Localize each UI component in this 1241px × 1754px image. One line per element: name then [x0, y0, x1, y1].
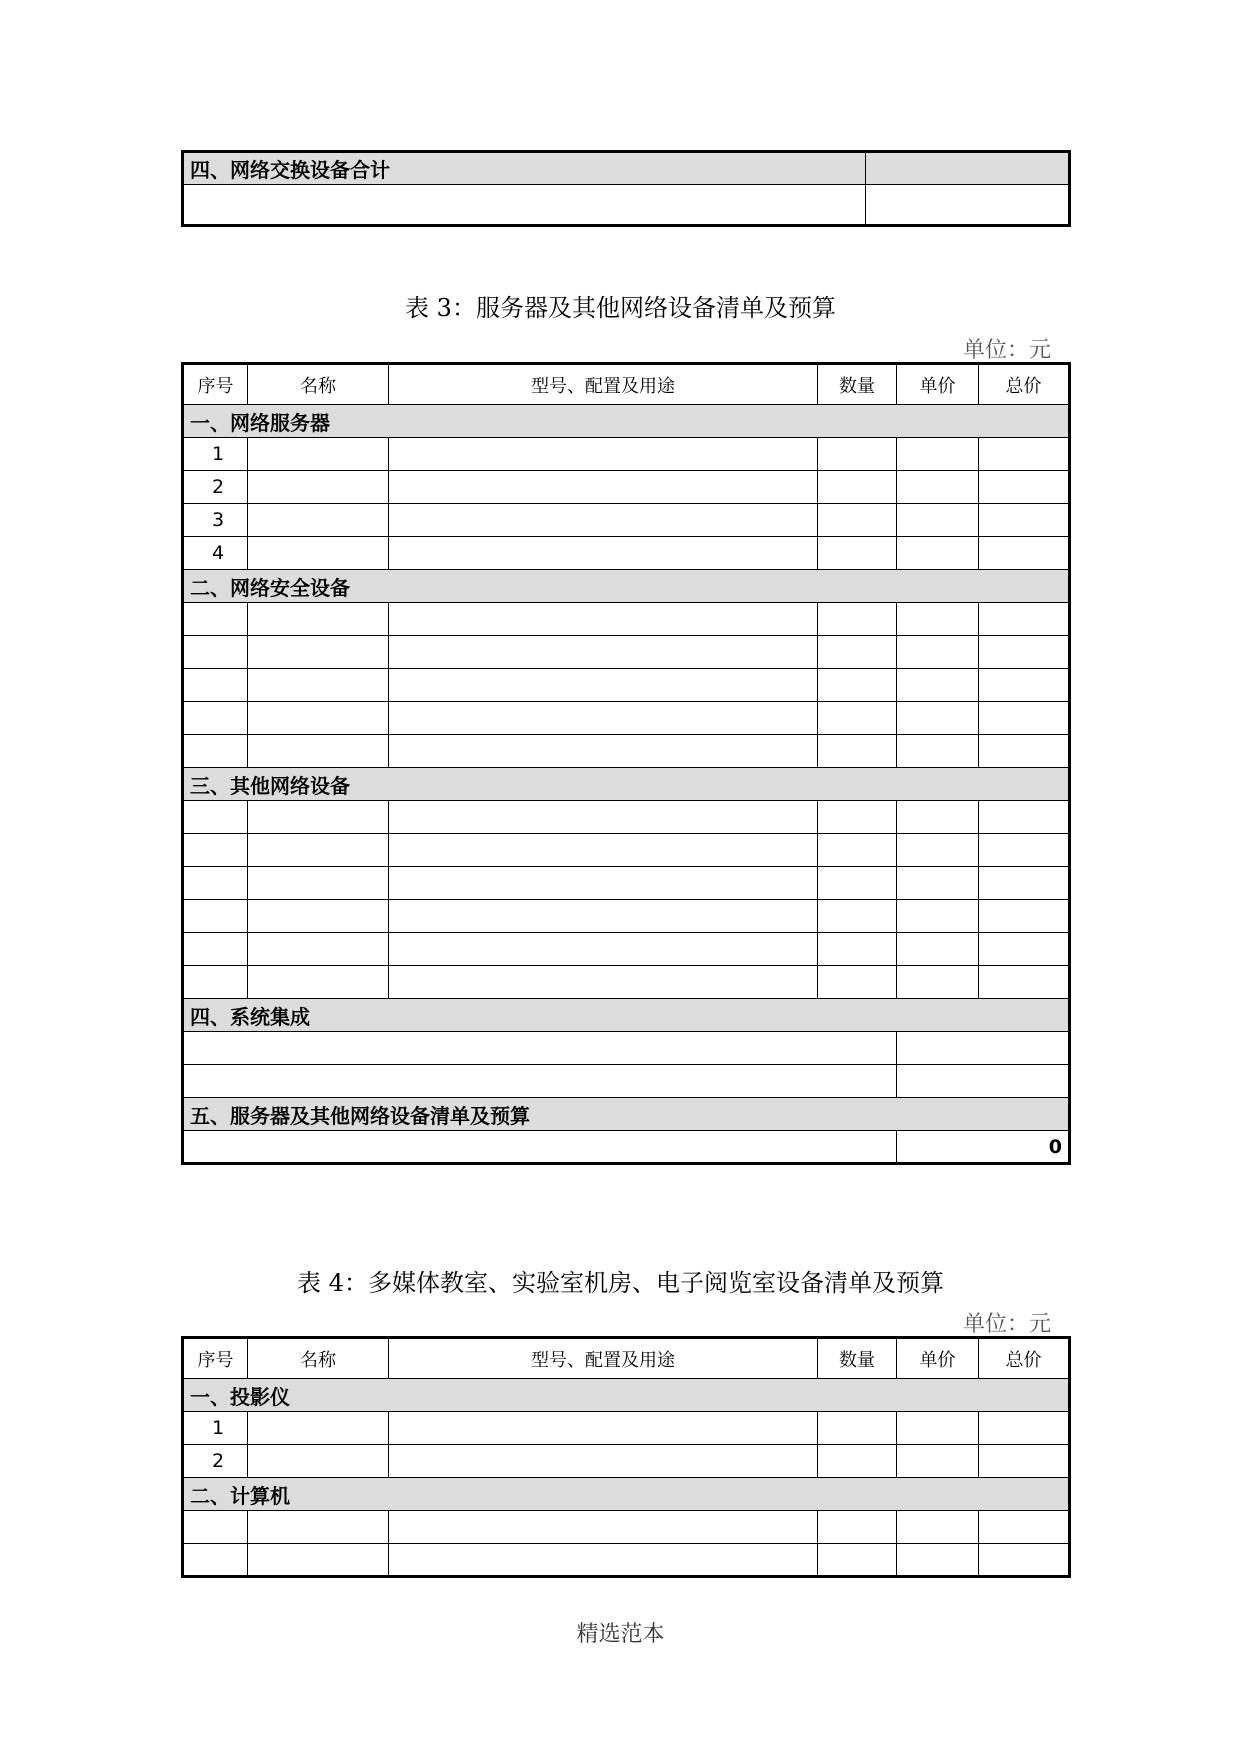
unit-price-cell: [897, 834, 979, 867]
row-number: 1: [183, 1412, 248, 1445]
name-cell: [248, 1445, 389, 1478]
summary-row: [183, 1131, 1070, 1164]
row-number: [183, 834, 248, 867]
name-cell: [248, 801, 389, 834]
column-header: 名称: [248, 1338, 389, 1379]
quantity-cell: [818, 867, 897, 900]
section-heading: 二、计算机: [183, 1478, 1070, 1511]
total-price-cell: [979, 735, 1070, 768]
total-row: [183, 185, 1070, 226]
total-price-cell: [979, 834, 1070, 867]
total-price-cell: [979, 504, 1070, 537]
unit-price-cell: [897, 603, 979, 636]
spec-cell: [389, 867, 818, 900]
integration-row: [183, 1032, 1070, 1065]
integration-row: [183, 1065, 1070, 1098]
table4-unit: 单位：元: [962, 1312, 1051, 1337]
table-row: [183, 801, 1070, 834]
column-header: 单价: [897, 1338, 979, 1379]
section-heading: 一、网络服务器: [183, 405, 1070, 438]
name-cell: [248, 702, 389, 735]
unit-price-cell: [897, 933, 979, 966]
quantity-cell: [818, 1445, 897, 1478]
integration-value-cell: [897, 1065, 1070, 1098]
name-cell: [248, 1412, 389, 1445]
unit-price-cell: [897, 636, 979, 669]
unit-price-cell: [897, 1511, 979, 1544]
unit-price-cell: [897, 669, 979, 702]
spec-cell: [389, 1511, 818, 1544]
section-heading: 三、其他网络设备: [183, 768, 1070, 801]
column-header: 型号、配置及用途: [389, 1338, 818, 1379]
total-price-cell: [979, 702, 1070, 735]
table-row: [183, 966, 1070, 999]
quantity-cell: [818, 1544, 897, 1577]
column-header: 总价: [979, 364, 1070, 405]
unit-price-cell: [897, 438, 979, 471]
table3-title: 表 3：服务器及其他网络设备清单及预算: [405, 294, 836, 322]
network-switch-total-table: [181, 150, 1071, 227]
total-price-cell: [979, 537, 1070, 570]
integration-item-cell: [183, 1065, 897, 1098]
spec-cell: [389, 537, 818, 570]
unit-price-cell: [897, 702, 979, 735]
name-cell: [248, 603, 389, 636]
quantity-cell: [818, 966, 897, 999]
quantity-cell: [818, 1511, 897, 1544]
column-header: 总价: [979, 1338, 1070, 1379]
total-price-cell: [979, 1445, 1070, 1478]
spec-cell: [389, 834, 818, 867]
column-header: 单价: [897, 364, 979, 405]
total-price-cell: [979, 1544, 1070, 1577]
table-row: [183, 834, 1070, 867]
row-number: [183, 669, 248, 702]
name-cell: [248, 867, 389, 900]
table-row: [183, 1412, 1070, 1445]
name-cell: [248, 669, 389, 702]
name-cell: [248, 834, 389, 867]
section-heading: 四、网络交换设备合计: [183, 152, 866, 185]
name-cell: [248, 537, 389, 570]
quantity-cell: [818, 801, 897, 834]
spec-cell: [389, 966, 818, 999]
row-number: 4: [183, 537, 248, 570]
table-row: [183, 504, 1070, 537]
section-row: [183, 999, 1070, 1032]
table4-title: 表 4：多媒体教室、实验室机房、电子阅览室设备清单及预算: [297, 1269, 944, 1297]
row-number: [183, 1544, 248, 1577]
section-row: [183, 1379, 1070, 1412]
row-number: [183, 1511, 248, 1544]
name-cell: [248, 735, 389, 768]
row-number: [183, 801, 248, 834]
unit-price-cell: [897, 867, 979, 900]
quantity-cell: [818, 669, 897, 702]
table-row: [183, 900, 1070, 933]
unit-price-cell: [897, 504, 979, 537]
spec-cell: [389, 636, 818, 669]
spec-cell: [389, 702, 818, 735]
row-number: [183, 933, 248, 966]
name-cell: [248, 966, 389, 999]
row-number: [183, 603, 248, 636]
unit-price-cell: [897, 966, 979, 999]
unit-price-cell: [897, 471, 979, 504]
row-number: [183, 867, 248, 900]
quantity-cell: [818, 471, 897, 504]
section-heading: 五、服务器及其他网络设备清单及预算: [183, 1098, 1070, 1131]
quantity-cell: [818, 933, 897, 966]
spec-cell: [389, 735, 818, 768]
table-row: [183, 537, 1070, 570]
row-number: [183, 900, 248, 933]
name-cell: [248, 1544, 389, 1577]
unit-price-cell: [897, 735, 979, 768]
name-cell: [248, 636, 389, 669]
quantity-cell: [818, 438, 897, 471]
unit-price-cell: [897, 900, 979, 933]
column-header: 序号: [183, 1338, 248, 1379]
integration-value-cell: [897, 1032, 1070, 1065]
spec-cell: [389, 438, 818, 471]
section-row: [183, 570, 1070, 603]
section-heading-value: [866, 152, 1070, 185]
row-number: [183, 636, 248, 669]
total-price-cell: [979, 1511, 1070, 1544]
spec-cell: [389, 1445, 818, 1478]
table-row: [183, 438, 1070, 471]
unit-price-cell: [897, 801, 979, 834]
table-row: [183, 867, 1070, 900]
total-price-cell: [979, 966, 1070, 999]
quantity-cell: [818, 636, 897, 669]
column-header: 序号: [183, 364, 248, 405]
section-row: [183, 1478, 1070, 1511]
unit-price-cell: [897, 1412, 979, 1445]
row-number: 2: [183, 1445, 248, 1478]
name-cell: [248, 900, 389, 933]
row-number: [183, 735, 248, 768]
row-number: 3: [183, 504, 248, 537]
total-label-cell: [183, 185, 866, 226]
section-heading: 一、投影仪: [183, 1379, 1070, 1412]
total-price-cell: [979, 900, 1070, 933]
total-price-cell: [979, 438, 1070, 471]
total-value-cell: [866, 185, 1070, 226]
unit-price-cell: [897, 1445, 979, 1478]
section-row: [183, 405, 1070, 438]
table-row: [183, 1511, 1070, 1544]
spec-cell: [389, 603, 818, 636]
spec-cell: [389, 1544, 818, 1577]
quantity-cell: [818, 603, 897, 636]
table-row: [183, 933, 1070, 966]
row-number: 2: [183, 471, 248, 504]
column-header: 数量: [818, 1338, 897, 1379]
table-row: [183, 1445, 1070, 1478]
name-cell: [248, 438, 389, 471]
row-number: [183, 966, 248, 999]
spec-cell: [389, 471, 818, 504]
table-row: [183, 702, 1070, 735]
summary-label-cell: [183, 1131, 897, 1164]
section-row: [183, 1098, 1070, 1131]
spec-cell: [389, 801, 818, 834]
name-cell: [248, 1511, 389, 1544]
page-footer: 精选范本: [576, 1622, 665, 1647]
column-header: 名称: [248, 364, 389, 405]
table-row: [183, 603, 1070, 636]
column-header: 型号、配置及用途: [389, 364, 818, 405]
table-row: [183, 1544, 1070, 1577]
table-row: [183, 471, 1070, 504]
total-price-cell: [979, 801, 1070, 834]
section-row: [183, 768, 1070, 801]
spec-cell: [389, 1412, 818, 1445]
quantity-cell: [818, 1412, 897, 1445]
header-row: [183, 1338, 1070, 1379]
section-heading: 二、网络安全设备: [183, 570, 1070, 603]
unit-price-cell: [897, 537, 979, 570]
table-row: [183, 636, 1070, 669]
quantity-cell: [818, 900, 897, 933]
total-price-cell: [979, 669, 1070, 702]
quantity-cell: [818, 735, 897, 768]
table-row: [183, 735, 1070, 768]
section-row: [183, 152, 1070, 185]
spec-cell: [389, 504, 818, 537]
total-price-cell: [979, 636, 1070, 669]
spec-cell: [389, 900, 818, 933]
name-cell: [248, 933, 389, 966]
quantity-cell: [818, 537, 897, 570]
spec-cell: [389, 933, 818, 966]
total-price-cell: [979, 1412, 1070, 1445]
table-row: [183, 669, 1070, 702]
row-number: [183, 702, 248, 735]
quantity-cell: [818, 504, 897, 537]
summary-total-value: 0: [897, 1131, 1070, 1164]
quantity-cell: [818, 702, 897, 735]
total-price-cell: [979, 471, 1070, 504]
name-cell: [248, 504, 389, 537]
total-price-cell: [979, 867, 1070, 900]
spec-cell: [389, 669, 818, 702]
unit-price-cell: [897, 1544, 979, 1577]
column-header: 数量: [818, 364, 897, 405]
total-price-cell: [979, 933, 1070, 966]
header-row: [183, 364, 1070, 405]
name-cell: [248, 471, 389, 504]
integration-item-cell: [183, 1032, 897, 1065]
table3-unit: 单位：元: [962, 338, 1051, 363]
row-number: 1: [183, 438, 248, 471]
total-price-cell: [979, 603, 1070, 636]
quantity-cell: [818, 834, 897, 867]
table4: [181, 1336, 1071, 1578]
section-heading: 四、系统集成: [183, 999, 1070, 1032]
table3: [181, 362, 1071, 1165]
